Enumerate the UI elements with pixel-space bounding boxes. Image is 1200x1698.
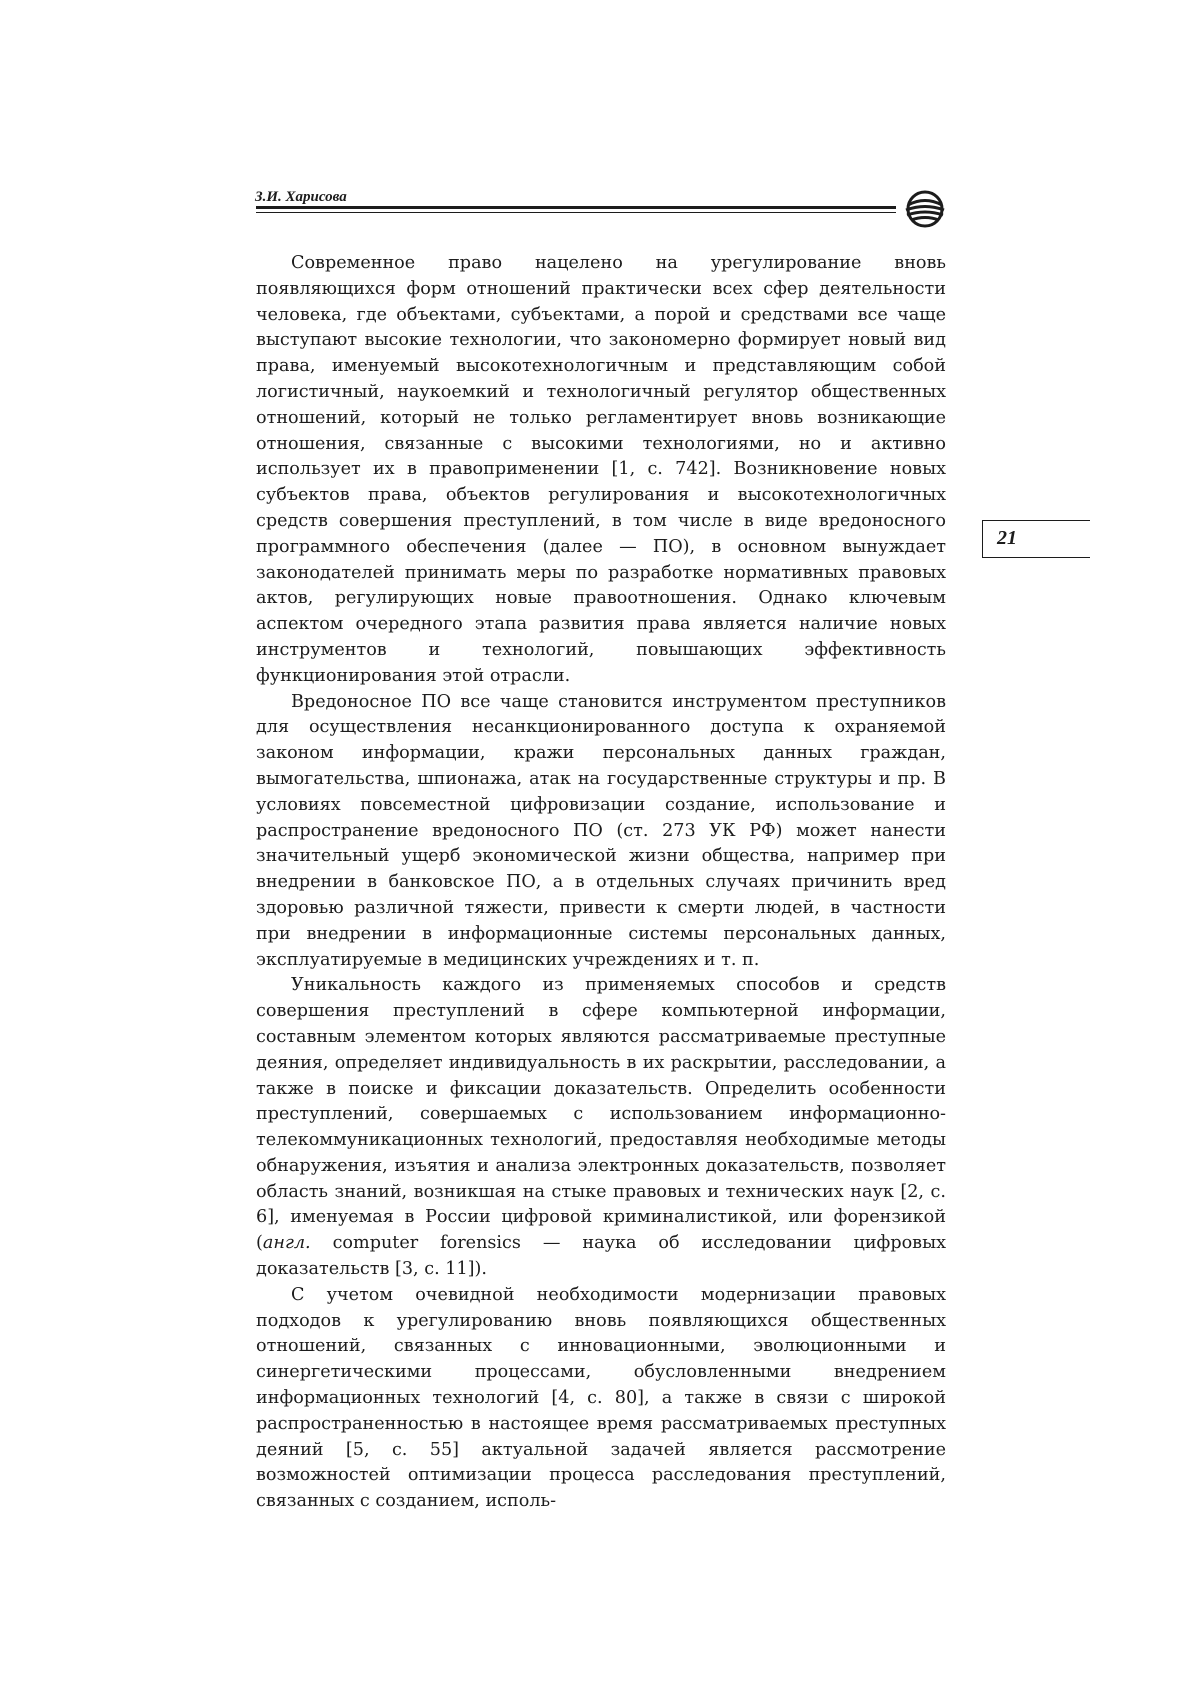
paragraph-3-italic-abbrev: англ. [262,1233,311,1254]
journal-logo-icon [902,190,948,228]
page-number: 21 [997,527,1017,549]
header-author: З.И. Харисова [255,189,347,205]
paragraph-2: Вредоносное ПО все чаще становится инструментом преступников для осуществления несанкционированного доступа к охраняемой законом информации, кражи персональных данных граждан, вымогательства, шпионажа, атак на государственные структуры и пр. В условиях повсеместной цифровизации создание, использование и распространение вредоносного ПО (ст. 273 УК РФ) может нанести значительный ущерб экономической жизни общества, например при внедрении в банковское ПО, а в отдельных случаях причинить вред здоровью различной тяжести, привести к смерти людей, в частности при внедрении в информационные системы персональных данных, эксплуатируемые в медицинских учреждениях и т. п. [256,691,946,970]
page-number-box [982,520,1090,558]
paragraph-3-text-start: Уникальность каждого из применяемых способов и средств совершения преступлений в сфере компьютерной информации, составным элементом которых являются рассматриваемые преступные деяния, определяет индивидуальность в их раскрытии, расследовании, а также в поиске и фиксации доказательств. Определить особенности преступлений, совершаемых с использованием информационно-телекоммуникационных технологий, предоставляя необходимые методы обнаружения, изъятия и анализа электронных доказательств, позволяет область знаний, возникшая на стыке правовых и технических наук [2, с. 6], именуемая в России цифровой криминалистикой, или форензикой ( [256,975,946,1254]
header-rule-thin [256,212,896,213]
paragraph-3-text-end: computer forensics — наука об исследовании цифровых доказательств [3, с. 11]). [256,1233,946,1280]
paragraph-1: Современное право нацелено на урегулирование вновь появляющихся форм отношений практически всех сфер деятельности человека, где объектами, субъектами, а порой и средствами все чаще выступают высокие технологии, что закономерно формирует новый вид права, именуемый высокотехнологичным и представляющим собой логистичный, наукоемкий и технологичный регулятор общественных отношений, который не только регламентирует вновь возникающие отношения, связанные с высокими технологиями, но и активно использует их в правоприменении [1, с. 742]. Возникновение новых субъектов права, объектов регулирования и высокотехнологичных средств совершения преступлений, в том числе в виде вредоносного программного обеспечения (далее — ПО), в основном вынуждает законодателей принимать меры по разработке нормативных правовых актов, регулирующих новые правоотношения. Однако ключевым аспектом очередного этапа развития права является наличие новых инструментов и технологий, повышающих эффективность функционирования этой отрасли. [256,253,946,686]
article-body [256,251,946,1515]
header-rule-thick [256,206,896,209]
paragraph-4: С учетом очевидной необходимости модернизации правовых подходов к урегулированию вновь появляющихся общественных отношений, связанных с инновационными, эволюционными и синергетическими процессами, обусловленными внедрением информационных технологий [4, с. 80], а также в связи с широкой распространенностью в настоящее время рассматриваемых преступных деяний [5, с. 55] актуальной задачей является рассмотрение возможностей оптимизации процесса расследования преступлений, связанных с созданием, исполь- [256,1284,946,1512]
paragraph-3 [256,973,946,1283]
